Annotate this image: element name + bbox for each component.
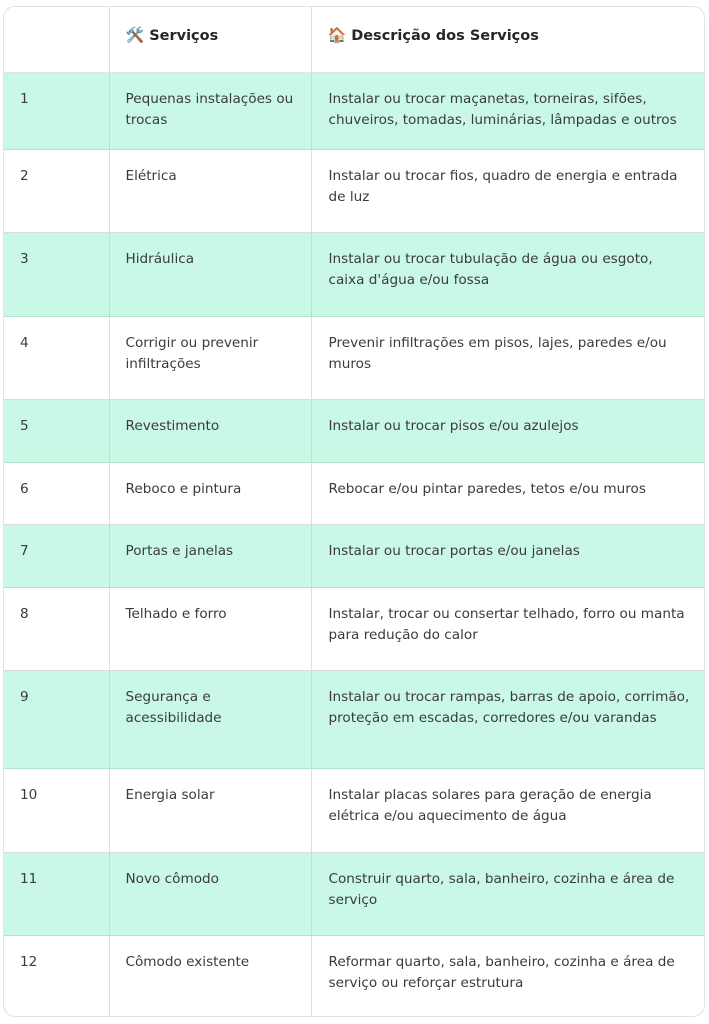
- table-row: [4, 399, 704, 462]
- row-service: Corrigir ou prevenir infiltrações: [109, 316, 311, 399]
- table-row: [4, 149, 704, 232]
- row-description: Construir quarto, sala, banheiro, cozinha e área de serviço: [311, 852, 704, 935]
- row-description: Instalar ou trocar tubulação de água ou esgoto, caixa d'água e/ou fossa: [311, 232, 704, 316]
- row-service: Hidráulica: [109, 232, 311, 316]
- table-row: [4, 462, 704, 524]
- row-number: 3: [20, 250, 29, 267]
- row-description: Reformar quarto, sala, banheiro, cozinha e área de serviço ou reforçar estrutura: [311, 935, 704, 1017]
- row-description: Prevenir infiltrações em pisos, lajes, paredes e/ou muros: [311, 316, 704, 399]
- row-number: 11: [20, 870, 38, 887]
- table-row: [4, 232, 704, 316]
- header-services: [109, 7, 311, 72]
- row-service: Segurança e acessibilidade: [109, 670, 311, 768]
- row-service: Pequenas instalações ou trocas: [109, 72, 311, 149]
- row-number: 9: [20, 688, 29, 705]
- row-description: Instalar ou trocar portas e/ou janelas: [311, 524, 704, 587]
- hammer-and-wrench-icon: 🛠️: [125, 26, 145, 44]
- row-service: Revestimento: [109, 399, 311, 462]
- header-description: [311, 7, 704, 72]
- row-number: 7: [20, 542, 29, 559]
- table-row: [4, 935, 704, 1017]
- table-row: [4, 852, 704, 935]
- house-icon: 🏠: [327, 26, 347, 44]
- row-number: 5: [20, 417, 29, 434]
- table-row: [4, 587, 704, 670]
- table-row: [4, 316, 704, 399]
- row-number: 2: [20, 167, 29, 184]
- services-table: [4, 7, 704, 1017]
- row-description: Instalar ou trocar rampas, barras de apoio, corrimão, proteção em escadas, corredores e/ou varandas: [311, 670, 704, 768]
- header-services-label: Serviços: [149, 28, 219, 44]
- row-description: Instalar, trocar ou consertar telhado, forro ou manta para redução do calor: [311, 587, 704, 670]
- services-table-container: [3, 6, 705, 1017]
- row-service: Portas e janelas: [109, 524, 311, 587]
- row-description: Rebocar e/ou pintar paredes, tetos e/ou muros: [311, 462, 704, 524]
- row-description: Instalar placas solares para geração de energia elétrica e/ou aquecimento de água: [311, 768, 704, 852]
- table-header: [4, 7, 704, 72]
- row-description: Instalar ou trocar fios, quadro de energia e entrada de luz: [311, 149, 704, 232]
- row-service: Novo cômodo: [109, 852, 311, 935]
- row-description: Instalar ou trocar maçanetas, torneiras, sifões, chuveiros, tomadas, luminárias, lâmpadas e outros: [311, 72, 704, 149]
- row-number: 12: [20, 953, 38, 970]
- row-number: 4: [20, 334, 29, 351]
- row-service: Energia solar: [109, 768, 311, 852]
- table-row: [4, 768, 704, 852]
- row-service: Reboco e pintura: [109, 462, 311, 524]
- header-description-label: Descrição dos Serviços: [351, 28, 539, 44]
- row-service: Telhado e forro: [109, 587, 311, 670]
- table-row: [4, 524, 704, 587]
- table-row: [4, 670, 704, 768]
- row-description: Instalar ou trocar pisos e/ou azulejos: [311, 399, 704, 462]
- row-number: 1: [20, 90, 29, 107]
- table-row: [4, 72, 704, 149]
- row-service: Elétrica: [109, 149, 311, 232]
- row-service: Cômodo existente: [109, 935, 311, 1017]
- row-number: 10: [20, 786, 38, 803]
- table-body: [4, 72, 704, 1017]
- row-number: 6: [20, 480, 29, 497]
- header-row: [4, 7, 704, 72]
- row-number: 8: [20, 605, 29, 622]
- header-number: [4, 7, 109, 72]
